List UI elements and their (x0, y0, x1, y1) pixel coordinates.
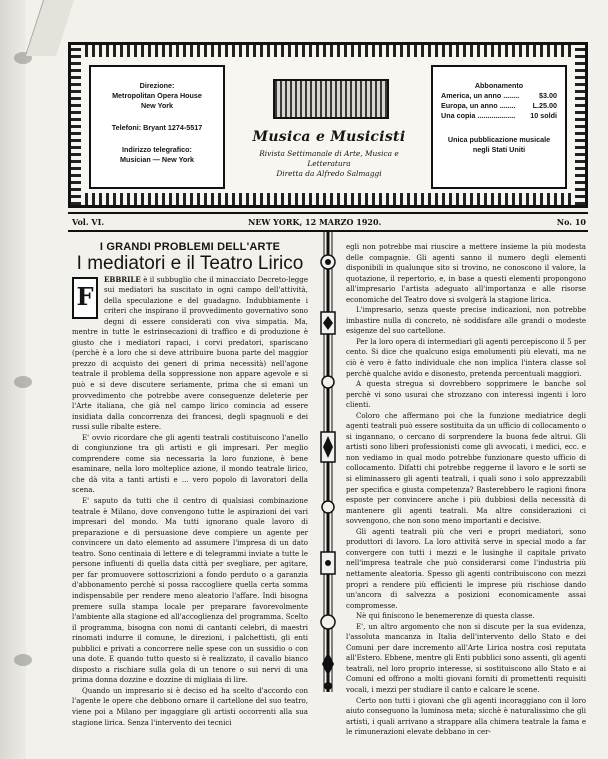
masthead-ornament-left (71, 45, 81, 205)
unica-line: Unica pubblicazione musicale (447, 135, 551, 144)
place-date: NEW YORK, 12 MARZO 1920. (248, 217, 382, 227)
issue-number: No. 10 (556, 217, 586, 227)
price-label: Europa, un anno ........ (441, 101, 516, 110)
binding-hole (14, 376, 32, 388)
article-column-left (72, 242, 308, 728)
price-label: Una copia ................... (441, 111, 516, 120)
article-paragraph: è il subbuglio che il minacciato Decreto-legge sui mediatori ha suscitato in ogni campo dell'attività, della speculazione e del guadagno. Indubbiamente i criteri che inspirano il provvedimento governativo sono degni di essere considerati con viva simpatia. Ma, mentre in tutte le estrinsecazioni di traffico e di produzione è giusto che i mediatori rapaci, i corvi predatori, spariscano (perchè è a loro che si deve attribuire buona parte del maggior prezzo di acquisto dei generi di prima necessità) nell'agone teatrale il problema della soppressione non appare agevole e si può e si deve discutere seriamente, prima che si emani un provvedimento che potrebbe avere conseguenze deleterie per l'Arte italiana, che già nel campo lirico comincia ad essere insidiata dalla concorrenza dei francesi, degli spagnuoli e dei russi sulle ribalte estere. (72, 274, 308, 432)
masthead-ornament-top (71, 45, 585, 57)
article-paragraph: Nè qui finiscono le benemerenze di questa classe. (356, 611, 535, 621)
article-paragraph: Gli agenti teatrali più che veri e propri mediatori, sono produttori di lavoro. La loro attività serve in special modo a far convergere con tutti i mezzi e le lusinghe il capitale privato nell'impresa teatrale che può considerarsi come l'industria più nettamente aleatoria. Spesso gli agenti contribuiscono con mezzi propri a rendere più efficienti le imprese più rischiose dando un'ancora di salvezza a posizioni economicamente assai compromesse. (346, 526, 586, 610)
publication-subtitle (251, 149, 407, 179)
ornamental-column-divider (316, 232, 340, 692)
article-paragraph: E', un altro argomento che non si discute per la sua evidenza, l'assoluta mancanza in Italia dell'intervento dello Stato e dei Comuni per dare incremento all'Arte Lirica nostra così reputata all'Estero. Ebbene, mentre gli Enti pubblici sono assenti, gli agenti teatrali, nel loro proprio interesse, si sostituiscono allo Stato e ai Comuni ed offrono a molti giovani forniti di promettenti requisiti vocali, i mezzi per studiare il canto e calcare le scene. (346, 621, 586, 694)
subtitle-line: Diretta da Alfredo Salmaggi (276, 169, 382, 178)
price-row (433, 101, 565, 111)
paper-tear (25, 0, 74, 56)
publication-title: Musica e Musicisti (252, 129, 406, 145)
masthead-contact-panel (89, 65, 225, 189)
lead-caps: EBBRILE (104, 274, 141, 284)
subtitle-line: Rivista Settimanale di Arte, Musica e (259, 149, 399, 158)
dateline-rule-top (68, 212, 588, 214)
article-paragraph: Certo non tutti i giovani che gli agenti incoraggiano con il loro aiuto conseguono la luminosa meta; sicchè è naturalissimo che gli artisti, i quali arrivano a strappare alla chimera teatrale la fama e le rimunerazioni elevate debbano in cer- (346, 695, 586, 737)
masthead-subscription-panel (431, 65, 567, 189)
article-paragraph: L'impresario, senza queste precise indicazioni, non potrebbe imbastire nulla di concreto, nè soddisfare alle grandi o modeste esigenze del suo cartellone. (346, 305, 586, 336)
price-value: 10 soldi (530, 111, 557, 120)
telefoni-line: Telefoni: Bryant 1274-5517 (111, 123, 203, 132)
dropcap-initial: F (72, 277, 98, 319)
indirizzo-label: Indirizzo telegrafico: (122, 145, 192, 154)
binding-hole (14, 654, 32, 666)
article-column-right (346, 242, 586, 738)
price-row (433, 91, 565, 101)
price-row (433, 111, 565, 121)
article-kicker: I GRANDI PROBLEMI DELL'ARTE (99, 241, 281, 253)
price-value: $3.00 (539, 91, 557, 100)
unica-line: negli Stati Uniti (472, 145, 526, 154)
direzione-line: Metropolitan Opera House (112, 91, 202, 100)
direzione-line: New York (140, 101, 174, 110)
article-paragraph: E' ovvio ricordare che gli agenti teatrali costituiscono l'anello di congiunzione tra gli artisti e gli impresari. Per meglio comprendere come sia necessaria la loro funzione, è bene esaminare, nella loro molteplice azione, il mondo teatrale lirico, che dà vita a tanti artisti e ... vero popolo di lavoratori della scena. (72, 432, 308, 495)
article-paragraph: Quando un impresario si è deciso ed ha scelto d'accordo con l'agente le opere che debbono ornare il cartellone del suo teatro, viene poi a Milano per ingaggiare gli artisti occorrenti alla sua stagione lirica. Senza l'intervento dei tecnici (72, 685, 308, 727)
music-scene-illustration (273, 79, 389, 119)
price-value: L.25.00 (532, 101, 557, 110)
article-paragraph: egli non potrebbe mai riuscire a mettere insieme la più modesta delle compagnie. Gli agenti sanno il numero degli elementi disponibili in qualunque sito si trovino, ne conoscono il valore, la quotazione, il repertorio, e, in base a questi elementi propongono all'impresario l'artista adeguato all'importanza e alle risorse economiche del Teatro dove si svolgerà la stagione lirica. (346, 242, 586, 304)
abbonamento-label: Abbonamento (474, 81, 524, 90)
article-headline: I mediatori e il Teatro Lirico (76, 252, 304, 274)
article-paragraph: A questa stregua si dovrebbero sopprimere le banche sol perchè vi sono usurai che strozzano con interessi ingenti i loro clienti. (346, 379, 586, 410)
volume-number: Vol. VI. (72, 217, 105, 227)
article-paragraph: E' saputo da tutti che il centro di qualsiasi combinazione teatrale è Milano, dove convengono tutte le aspirazioni dei vari impresari del mondo. Ma tutti ignorano quale lavoro di preparazione e di persuasione deve compiere un agente per convincere un dato elemento ad assumere l'impresa di un dato teatro. Sono centinaia di lettere e di telegrammi inviate a tutte le persone influenti di quella data città per svegliare, per agitare, per far promuovere sottoscrizioni a fondo perduto o a garanzia d'abbonamento perchè si possa raccogliere quella certa somma indispensabile per rendere meno aleatorio l'affare. Indi bisogna premere sulla stampa locale per preparare favorevolmente l'ambiente alla stagione ed all'accoglienza del programma. Scelto il programma, bisogna con nomi di cantanti celebri, di maestri rinomati indurre il comune, le direzioni, i palchettisti, gli enti pubblici e privati a concorrere nelle spese con un sussidio o con una dote. E quando tutto questo si è realizzato, il cavallo bianco disposto a rischiare sulla gola di un tenore o sui nervi di una prima donna dozzine e dozzine di migliaia di lire. (72, 496, 308, 685)
masthead (68, 42, 588, 208)
price-label: America, un anno ........ (441, 91, 520, 100)
masthead-ornament-bottom (71, 193, 585, 205)
indirizzo-value: Musician — New York (119, 155, 195, 164)
article-paragraph: Coloro che affermano poi che la funzione mediatrice degli agenti teatrali può essere sostituita da un ufficio di collocamento o si ingannano, o cercano di sorprendere la buona fede altrui. Gli artisti sono liberi professionisti come gli avvocati, i medici, ecc. e non vediamo in qual modo potrebbe funzionare questo ufficio di collocamento. Difatti chi potrebbe reggerne il lavoro e le sorti se si eliminassero gli agenti teatrali, i quali sono i solo apprezzabili per specifica e giusta competenza? Basterebbero le ragioni finora esposte per convincere anche i più dubbiosi della necessità di mantenere gli agenti teatrali. Ma altre considerazioni ci sovvengono, che non sono meno importanti e decisive. (346, 410, 586, 526)
masthead-title-panel (251, 65, 407, 189)
masthead-ornament-right (575, 45, 585, 205)
subtitle-line: Letteratura (307, 159, 351, 168)
article-paragraph: Per la loro opera di intermediari gli agenti percepiscono il 5 per cento. Si dice che qualcuno esiga emolumenti più elevati, ma ne ciò è vero è fatto individuale che non implica l'intera classe sol perchè qualche avido e disonesto, pretenda percentuali maggiori. (346, 336, 586, 378)
direzione-label: Direzione: (139, 81, 175, 90)
